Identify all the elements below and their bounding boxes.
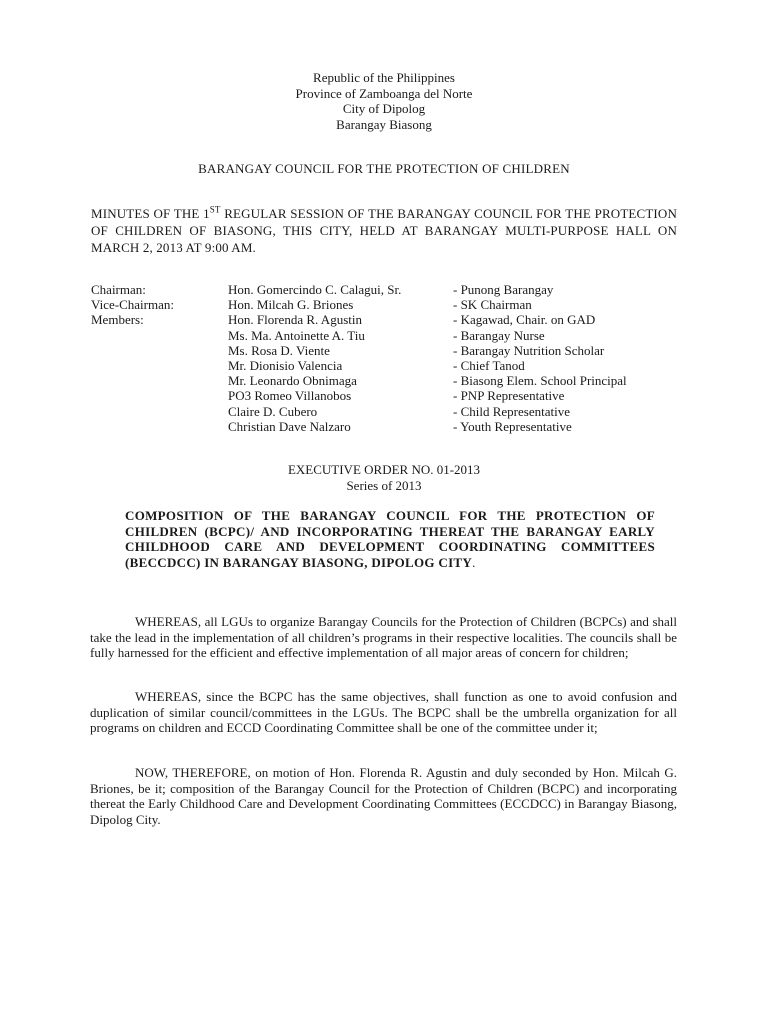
executive-order-series: Series of 2013 <box>346 478 422 493</box>
attendance-position: - Child Representative <box>453 403 570 419</box>
attendance-name: Mr. Dionisio Valencia <box>228 358 343 374</box>
attendance-position: - Chief Tanod <box>453 358 525 374</box>
attendance-name: Christian Dave Nalzaro <box>228 418 351 434</box>
attendance-position: - Youth Representative <box>453 418 572 434</box>
letterhead-line-province: Province of Zamboanga del Norte <box>295 85 473 101</box>
minutes-rest: REGULAR SESSION OF THE BARANGAY COUNCIL FOR THE PROTECTION OF CHILDREN OF BIASONG, THIS CITY, HELD AT BARANGAY MULTI-PURPOSE HALL ON MARCH 2, 2013 AT 9:00 AM. <box>91 206 677 255</box>
whereas-paragraph-1: WHEREAS, all LGUs to organize Barangay Councils for the Protection of Children (BCPCs) and shall take the lead in the implementation of all children’s programs in their respective localities. The councils shall be fully harnessed for the efficient and effective implementation of all major areas of concern for children; <box>90 614 677 661</box>
composition-title <box>125 508 655 570</box>
executive-order-number: EXECUTIVE ORDER NO. 01-2013 <box>287 462 481 477</box>
attendance-name: Claire D. Cubero <box>228 403 318 419</box>
attendance-name: Hon. Gomercindo C. Calagui, Sr. <box>228 282 402 297</box>
attendance-role <box>91 328 228 343</box>
council-title: BARANGAY COUNCIL FOR THE PROTECTION OF CHILDREN <box>198 161 570 176</box>
attendance-role: Vice-Chairman: <box>91 297 174 313</box>
attendance-role <box>91 404 228 419</box>
letterhead-line-republic: Republic of the Philippines <box>313 70 455 85</box>
attendance-row <box>91 312 691 327</box>
attendance-position: - Barangay Nurse <box>453 327 545 343</box>
attendance-name: Mr. Leonardo Obnimaga <box>228 373 357 389</box>
attendance-role <box>91 388 228 403</box>
attendance-row <box>91 404 691 419</box>
attendance-role: Members: <box>91 312 144 328</box>
attendance-role: Chairman: <box>91 282 146 297</box>
attendance-role <box>91 419 228 434</box>
letterhead-line-barangay: Barangay Biasong <box>336 116 432 132</box>
now-therefore-paragraph: NOW, THEREFORE, on motion of Hon. Florenda R. Agustin and duly seconded by Hon. Milcah G. Briones, be it; composition of the Barangay Council for the Protection of Children (BCPC) and incorporating thereat the Early Childhood Care and Development Coordinating Committees (ECCDCC) in Barangay Biasong, Dipolog City. <box>90 765 677 827</box>
letterhead <box>0 70 768 132</box>
attendance-position: - Kagawad, Chair. on GAD <box>453 312 596 328</box>
attendance-position: - Biasong Elem. School Principal <box>453 373 627 389</box>
attendance-row <box>91 282 691 297</box>
attendance-position: - Barangay Nutrition Scholar <box>453 342 605 358</box>
minutes-prefix: MINUTES OF THE 1 <box>91 206 210 221</box>
composition-title-text: COMPOSITION OF THE BARANGAY COUNCIL FOR THE PROTECTION OF CHILDREN (BCPC)/ AND INCORPORATING THEREAT THE BARANGAY EARLY CHILDHOOD CARE AND DEVELOPMENT COORDINATING COMMITTEES (BECCDCC) IN BARANGAY BIASONG, DIPOLOG CITY <box>125 508 655 570</box>
attendance-name: PO3 Romeo Villanobos <box>228 388 352 404</box>
attendance-table <box>91 282 691 434</box>
executive-order-heading <box>0 462 768 494</box>
attendance-role <box>91 373 228 388</box>
attendance-row <box>91 373 691 388</box>
letterhead-line-city: City of Dipolog <box>342 101 426 116</box>
attendance-row <box>91 328 691 343</box>
attendance-name: Ms. Ma. Antoinette A. Tiu <box>228 327 365 343</box>
attendance-position: - PNP Representative <box>453 388 565 404</box>
attendance-role <box>91 343 228 358</box>
attendance-name: Hon. Florenda R. Agustin <box>228 312 362 328</box>
minutes-superscript: ST <box>209 204 221 215</box>
whereas-paragraph-2: WHEREAS, since the BCPC has the same objectives, shall function as one to avoid confusion and duplication of similar council/committees in the LGUs. The BCPC shall be the umbrella organization for all programs on children and ECCD Coordinating Committee shall be one of the committee under it; <box>90 689 677 736</box>
attendance-position: - Punong Barangay <box>453 282 554 297</box>
attendance-role <box>91 358 228 373</box>
attendance-name: Hon. Milcah G. Briones <box>228 297 354 313</box>
minutes-heading <box>91 205 677 256</box>
attendance-position: - SK Chairman <box>453 297 532 313</box>
attendance-row <box>91 388 691 403</box>
attendance-row <box>91 358 691 373</box>
attendance-row <box>91 343 691 358</box>
attendance-name: Ms. Rosa D. Viente <box>228 342 330 358</box>
attendance-row <box>91 297 691 312</box>
composition-title-period: . <box>472 554 476 570</box>
attendance-row <box>91 419 691 434</box>
